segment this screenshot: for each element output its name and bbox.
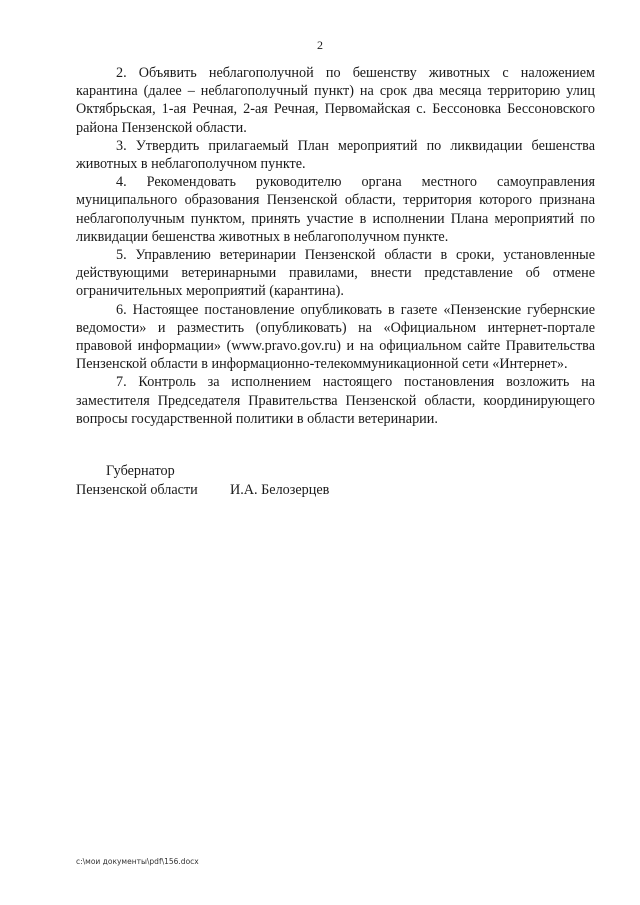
paragraph-item-4: 4. Рекомендовать руководителю органа местного самоуправления муниципального образования Пензенской области, территория которого признана неблагополучным пунктом, принять участие в исполнении Плана мероприятий по ликвидации бешенства животных в неблагополучном пункте. <box>76 174 595 245</box>
paragraph-item-6: 6. Настоящее постановление опубликовать в газете «Пензенские губернские ведомости» и разместить (опубликовать) на «Официальном интернет-портале правовой информации» (www.pravo.gov.ru) и на официальном сайте Правительства Пензенской области в информационно-телекоммуникационной сети «Интернет». <box>76 301 595 373</box>
signatory-region: Пензенской области <box>76 481 198 498</box>
document-body <box>76 64 595 428</box>
signature-block <box>76 462 516 499</box>
signatory-title: Губернатор <box>106 463 175 479</box>
signature-row <box>76 481 516 500</box>
file-path-footer: c:\мои документы\pdf\156.docx <box>76 857 199 866</box>
paragraph-item-2: 2. Объявить неблагополучной по бешенству животных с наложением карантина (далее – неблагополучный пункт) на срок два месяца территорию улиц Октябрьская, 1-ая Речная, 2-ая Речная, Первомайская с. Бессоновка Бессоновского района Пензенской области. <box>76 65 595 136</box>
paragraph-item-7: 7. Контроль за исполнением настоящего постановления возложить на заместителя Председателя Правительства Пензенской области, координирующего вопросы государственной политики в области ветеринарии. <box>76 374 595 427</box>
page-number: 2 <box>317 38 323 52</box>
signatory-name: И.А. Белозерцев <box>230 481 330 498</box>
paragraph-item-5: 5. Управлению ветеринарии Пензенской области в сроки, установленные действующими ветеринарными правилами, внести представление об отмене ограничительных мероприятий (карантина). <box>76 247 595 300</box>
paragraph-item-3: 3. Утвердить прилагаемый План мероприятий по ликвидации бешенства животных в неблагополучном пункте. <box>76 137 595 173</box>
